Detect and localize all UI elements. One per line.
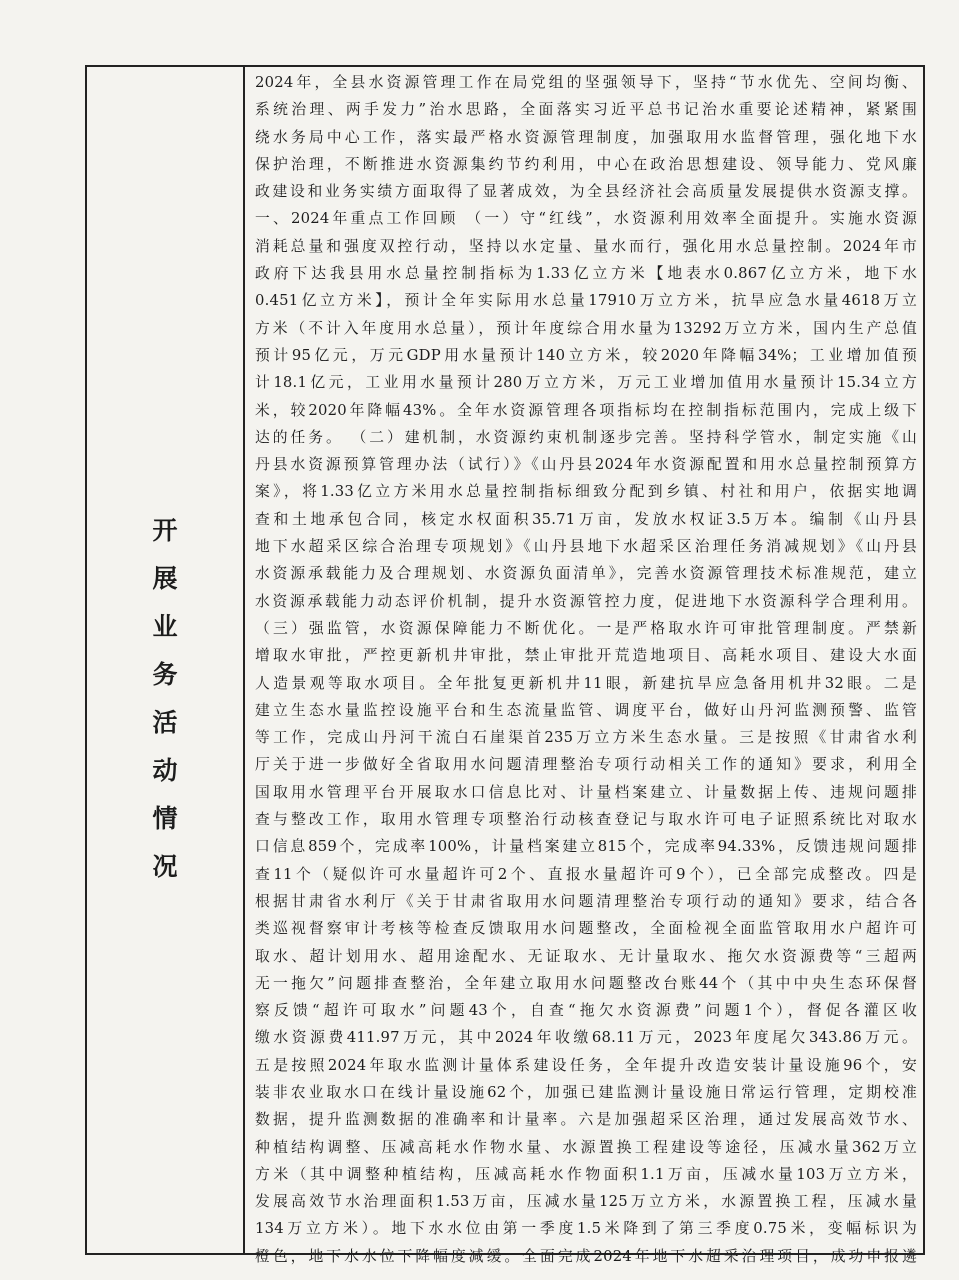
label-cell <box>87 67 245 1253</box>
text-line: 查11个（疑似许可水量超许可2个、直报水量超许可9个），已全部完成整改。四是 <box>255 865 917 883</box>
text-line: 取水、超计划用水、超用途配水、无证取水、无计量取水、拖欠水资源费等“三超两 <box>255 947 917 965</box>
text-line: 丹县水资源预算管理办法（试行）》《山丹县2024年水资源配置和用水总量控制预算方 <box>255 456 917 474</box>
text-line: 2024年，全县水资源管理工作在局党组的坚强领导下，坚持“节水优先、空间均衡、 <box>255 74 917 91</box>
label-char: 动 <box>152 756 178 785</box>
text-line: 国取用水管理平台开展取水口信息比对、计量档案建立、计量数据上传、违规问题排 <box>255 783 917 801</box>
text-line: 五是按照2024年取水监测计量体系建设任务，全年提升改造安装计量设施96个，安 <box>255 1056 917 1074</box>
text-line: 政建设和业务实绩方面取得了显著成效，为全县经济社会高质量发展提供水资源支撑。 <box>255 183 917 201</box>
text-line: 绕水务局中心工作，落实最严格水资源管理制度，加强取用水监督管理，强化地下水 <box>255 128 917 146</box>
text-line: 米，较2020年降幅43%。全年水资源管理各项指标均在控制指标范围内，完成上级下 <box>255 401 917 419</box>
text-line: 人造景观等取水项目。全年批复更新机井11眼，新建抗旱应急备用机井32眼。二是 <box>255 674 917 692</box>
text-line: 橙色，地下水水位下降幅度减缓。全面完成2024年地下水超采治理项目，成功申报遴 <box>255 1247 917 1265</box>
label-char: 务 <box>152 660 178 689</box>
content-cell <box>255 69 917 1265</box>
text-line: 无一拖欠”问题排查整治，全年建立取用水问题整改台账44个（其中中央生态环保督 <box>255 974 917 992</box>
label-char: 业 <box>152 612 178 641</box>
label-char: 况 <box>152 852 178 881</box>
text-line: 等工作，完成山丹河干流白石崖渠首235万立方米生态水量。三是按照《甘肃省水利 <box>255 729 917 747</box>
text-line: 系统治理、两手发力”治水思路，全面落实习近平总书记治水重要论述精神，紧紧围 <box>255 101 917 119</box>
label-char: 开 <box>152 516 178 545</box>
text-line: 水资源承载能力及合理规划、水资源负面清单》，完善水资源管理技术标准规范，建立 <box>255 565 917 583</box>
text-line: 数据，提升监测数据的准确率和计量率。六是加强超采区治理，通过发展高效节水、 <box>255 1111 917 1129</box>
text-line: 类巡视督察审计考核等检查反馈取用水问题整改，全面检视全面监管取用水户超许可 <box>255 920 917 938</box>
text-line: 一、2024年重点工作回顾 （一）守“红线”，水资源利用效率全面提升。实施水资源 <box>255 210 917 228</box>
text-line: 达的任务。 （二）建机制，水资源约束机制逐步完善。坚持科学管水，制定实施《山 <box>255 428 917 446</box>
text-line: 消耗总量和强度双控行动，坚持以水定量、量水而行，强化用水总量控制。2024年市 <box>255 237 917 255</box>
form-table <box>85 65 925 1265</box>
text-line: 方米（其中调整种植结构，压减高耗水作物面积1.1万亩，压减水量103万立方米， <box>255 1165 917 1183</box>
text-line: 增取水审批，严控更新机井审批，禁止审批开荒造地项目、高耗水项目、建设大水面 <box>255 647 917 665</box>
text-line: 查与整改工作，取用水管理专项整治行动核查登记与取水许可电子证照系统比对取水 <box>255 811 917 829</box>
text-line: 发展高效节水治理面积1.53万亩，压减水量125万立方米，水源置换工程，压减水量 <box>255 1193 917 1211</box>
text-line: 装非农业取水口在线计量设施62个，加强已建监测计量设施日常运行管理，定期校准 <box>255 1083 917 1101</box>
text-line: 查和土地承包合同，核定水权面积35.71万亩，发放水权证3.5万本。编制《山丹县 <box>255 510 917 528</box>
text-line: 根据甘肃省水利厅《关于甘肃省取用水问题清理整治专项行动的通知》要求，结合各 <box>255 892 917 910</box>
text-line: 缴水资源费411.97万元，其中2024年收缴68.11万元，2023年度尾欠343.86万元。 <box>255 1029 917 1047</box>
text-line: 预计95亿元，万元GDP用水量预计140立方米，较2020年降幅34%；工业增加值预 <box>255 346 917 364</box>
text-line: 察反馈“超许可取水”问题43个，自查“拖欠水资源费”问题1个），督促各灌区收 <box>255 1002 917 1020</box>
label-char: 情 <box>152 804 178 833</box>
text-line: 案》，将1.33亿立方米用水总量控制指标细致分配到乡镇、村社和用户，依据实地调 <box>255 483 917 501</box>
text-line: 方米（不计入年度用水总量），预计年度综合用水量为13292万立方米，国内生产总值 <box>255 319 917 337</box>
text-line: 保护治理，不断推进水资源集约节约利用，中心在政治思想建设、领导能力、党风廉 <box>255 155 917 173</box>
section-label <box>87 507 243 891</box>
text-line: （三）强监管，水资源保障能力不断优化。一是严格取水许可审批管理制度。严禁新 <box>255 619 917 637</box>
label-char: 展 <box>152 564 178 593</box>
text-line: 0.451亿立方米】，预计全年实际用水总量17910万立方米，抗旱应急水量4618万立 <box>255 292 917 310</box>
text-line: 水资源承载能力动态评价机制，提升水资源管控力度，促进地下水资源科学合理利用。 <box>255 592 917 610</box>
text-line: 政府下达我县用水总量控制指标为1.33亿立方米【地表水0.867亿立方米，地下水 <box>255 265 917 283</box>
text-line: 口信息859个，完成率100%，计量档案建立815个，完成率94.33%，反馈违规问题排 <box>255 838 917 856</box>
text-line: 厅关于进一步做好全省取用水问题清理整治专项行动相关工作的通知》要求，利用全 <box>255 756 917 774</box>
label-char: 活 <box>152 708 178 737</box>
text-line: 134万立方米）。地下水水位由第一季度1.5米降到了第三季度0.75米，变幅标识为 <box>255 1220 917 1238</box>
text-line: 计18.1亿元，工业用水量预计280万立方米，万元工业增加值用水量预计15.34立方 <box>255 374 917 392</box>
text-line: 地下水超采区综合治理专项规划》《山丹县地下水超采区治理任务消减规划》《山丹县 <box>255 538 917 556</box>
text-line: 建立生态水量监控设施平台和生态流量监管、调度平台，做好山丹河监测预警、监管 <box>255 701 917 719</box>
text-line: 种植结构调整、压减高耗水作物水量、水源置换工程建设等途径，压减水量362万立 <box>255 1138 917 1156</box>
